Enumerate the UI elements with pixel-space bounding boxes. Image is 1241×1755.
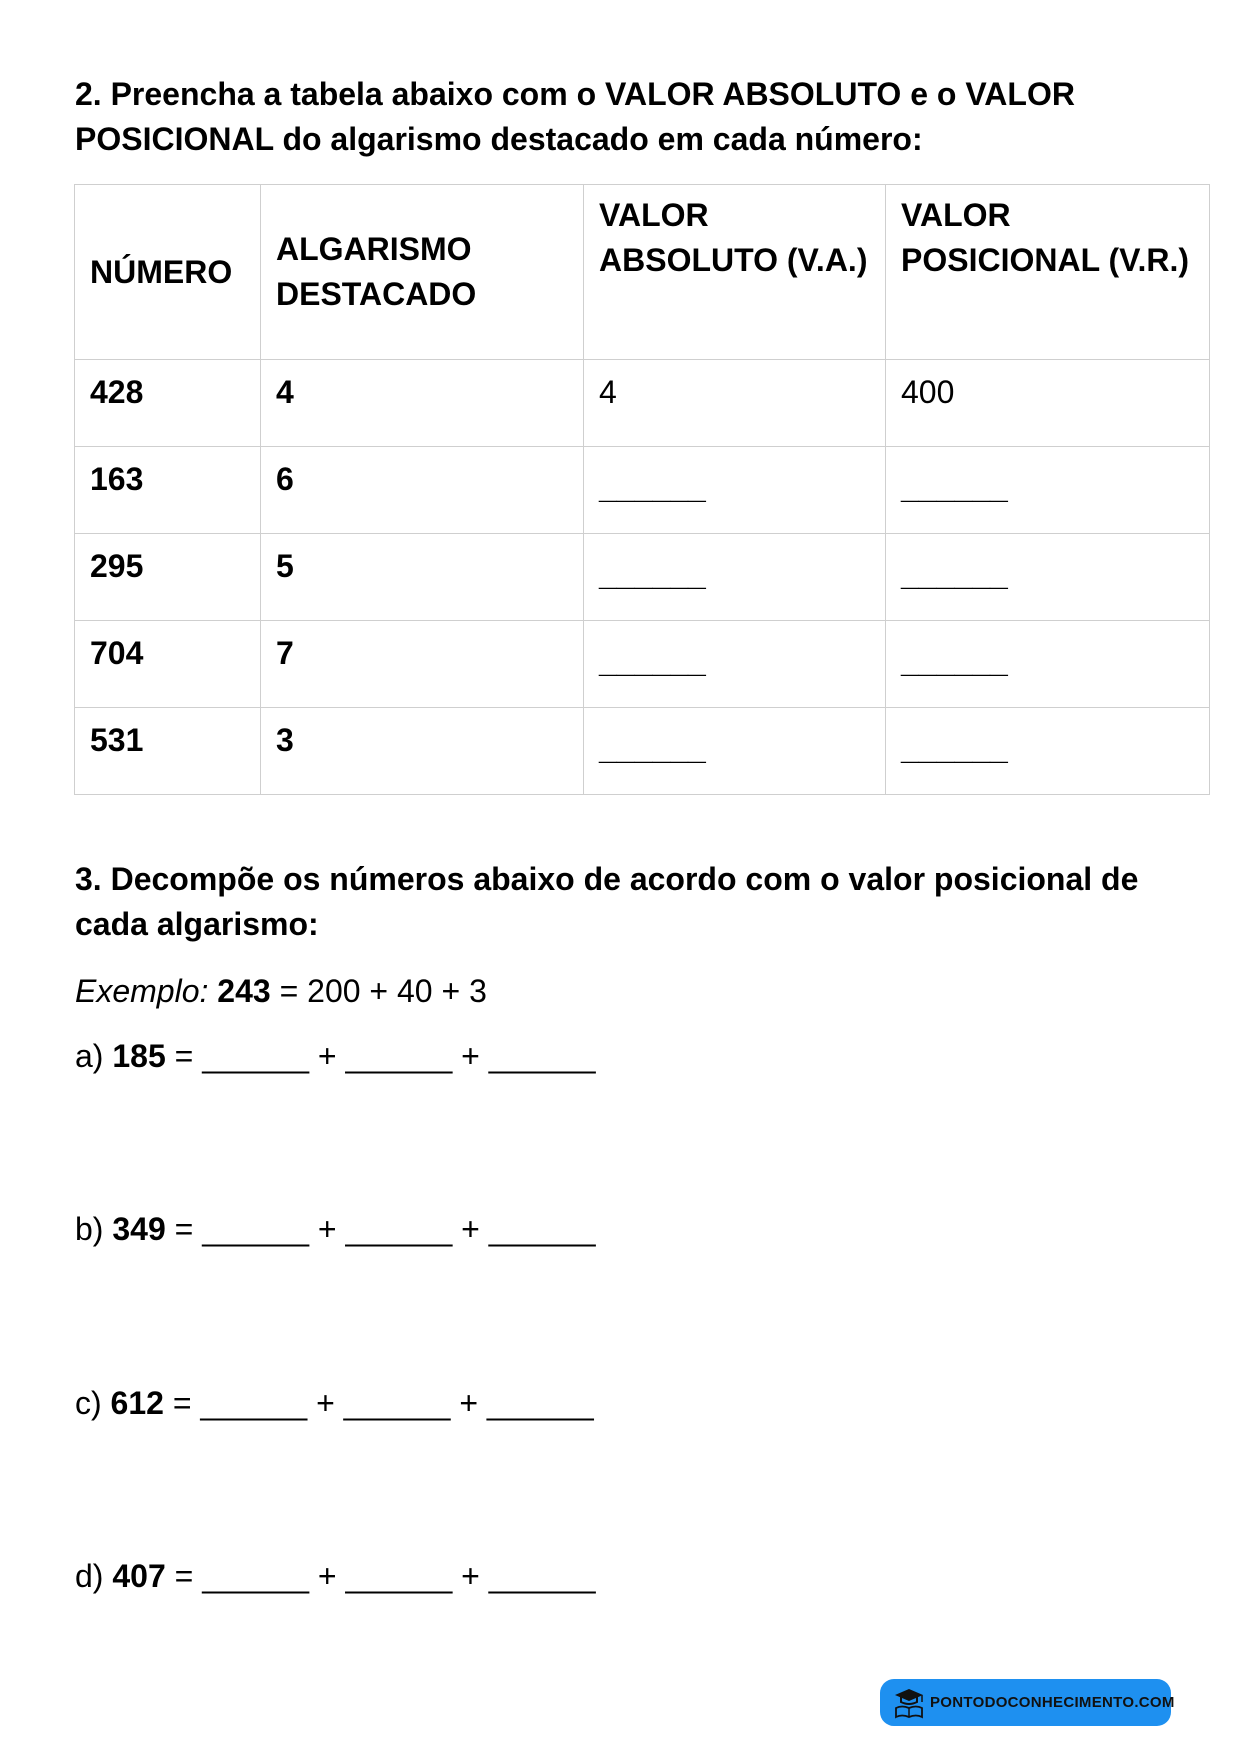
exercise-blanks[interactable]: = ______ + ______ + ______ <box>163 1385 594 1421</box>
answer-blank-vr[interactable]: ______ <box>901 469 1008 505</box>
question-3-title: 3. Decompõe os números abaixo de acordo com o valor posicional de cada algarismo: <box>75 861 1139 942</box>
exercise-number: 612 <box>110 1385 164 1421</box>
cell-vr[interactable] <box>886 447 1210 534</box>
cell-numero: 531 <box>75 708 261 795</box>
answer-blank-va[interactable]: ______ <box>599 730 706 766</box>
header-numero: NÚMERO <box>75 185 261 360</box>
cell-numero: 428 <box>75 360 261 447</box>
cell-va[interactable] <box>584 621 886 708</box>
graduation-cap-book-icon <box>892 1686 926 1720</box>
site-logo-badge[interactable] <box>880 1679 1175 1726</box>
exercise-label: c) <box>75 1385 111 1421</box>
cell-algarismo: 7 <box>261 621 584 708</box>
cell-vr[interactable] <box>886 534 1210 621</box>
table-header-row <box>75 185 1210 360</box>
cell-numero: 163 <box>75 447 261 534</box>
table-row <box>75 534 1210 621</box>
exercise-number: 185 <box>112 1038 166 1074</box>
answer-blank-va[interactable]: ______ <box>599 556 706 592</box>
values-table <box>74 184 1210 795</box>
exercise-number: 407 <box>112 1558 166 1594</box>
exercise-blanks[interactable]: = ______ + ______ + ______ <box>165 1211 596 1247</box>
question-2-title: 2. Preencha a tabela abaixo com o VALOR ABSOLUTO e o VALOR POSICIONAL do algarismo destacado em cada número: <box>75 76 1075 157</box>
exercise-blanks[interactable]: = ______ + ______ + ______ <box>165 1558 596 1594</box>
exercise-c[interactable] <box>75 1381 594 1426</box>
cell-algarismo: 5 <box>261 534 584 621</box>
example-line <box>75 969 487 1014</box>
exercise-label: a) <box>75 1038 113 1074</box>
exercise-blanks[interactable]: = ______ + ______ + ______ <box>165 1038 596 1074</box>
table-row <box>75 447 1210 534</box>
cell-numero: 704 <box>75 621 261 708</box>
cell-va[interactable] <box>584 708 886 795</box>
header-algarismo: ALGARISMO DESTACADO <box>261 185 584 360</box>
table-row <box>75 621 1210 708</box>
cell-va[interactable] <box>584 534 886 621</box>
table-row <box>75 360 1210 447</box>
example-label: Exemplo: <box>75 973 209 1009</box>
answer-blank-vr[interactable]: ______ <box>901 730 1008 766</box>
cell-vr: 400 <box>886 360 1210 447</box>
example-number: 243 <box>217 973 271 1009</box>
cell-algarismo: 6 <box>261 447 584 534</box>
table-row <box>75 708 1210 795</box>
answer-blank-va[interactable]: ______ <box>599 469 706 505</box>
header-valor-absoluto: VALOR ABSOLUTO (V.A.) <box>584 185 886 360</box>
answer-blank-vr[interactable]: ______ <box>901 643 1008 679</box>
header-valor-posicional: VALOR POSICIONAL (V.R.) <box>886 185 1210 360</box>
cell-vr[interactable] <box>886 708 1210 795</box>
cell-vr[interactable] <box>886 621 1210 708</box>
example-decomposition: = 200 + 40 + 3 <box>270 973 487 1009</box>
cell-algarismo: 4 <box>261 360 584 447</box>
exercise-a[interactable] <box>75 1034 595 1079</box>
cell-va: 4 <box>584 360 886 447</box>
exercise-d[interactable] <box>75 1554 595 1599</box>
exercise-label: b) <box>75 1211 113 1247</box>
cell-numero: 295 <box>75 534 261 621</box>
site-logo-text: PONTODOCONHECIMENTO.COM <box>930 1694 1175 1711</box>
cell-algarismo: 3 <box>261 708 584 795</box>
answer-blank-vr[interactable]: ______ <box>901 556 1008 592</box>
cell-va[interactable] <box>584 447 886 534</box>
answer-blank-va[interactable]: ______ <box>599 643 706 679</box>
exercise-b[interactable] <box>75 1207 595 1252</box>
exercise-number: 349 <box>112 1211 166 1247</box>
exercise-label: d) <box>75 1558 113 1594</box>
